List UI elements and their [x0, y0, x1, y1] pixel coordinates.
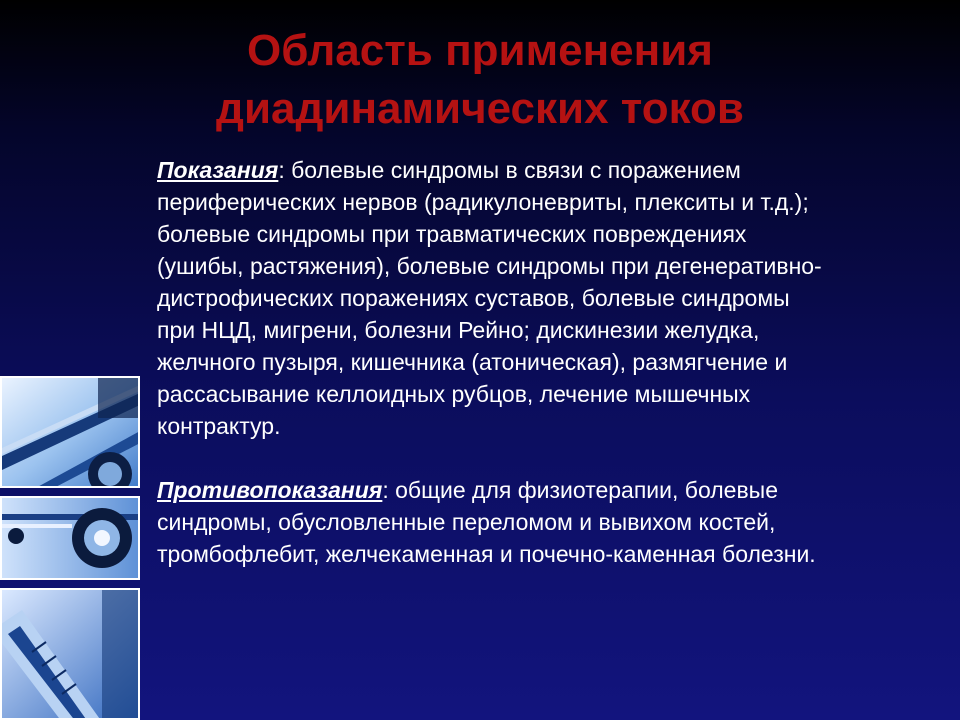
contraindications-line: тромбофлебит, желчекаменная и почечно-каменная болезни.	[157, 541, 816, 567]
indications-line: болевые синдромы при травматических повреждениях	[157, 221, 747, 247]
photo-strip	[0, 376, 140, 720]
title-line-1: Область применения	[247, 26, 713, 75]
title-line-2: диадинамических токов	[216, 84, 744, 133]
indications-line: периферических нервов (радикулоневриты, плекситы и т.д.);	[157, 189, 809, 215]
indications-line: контрактур.	[157, 413, 281, 439]
contraindications-term: Противопоказания	[157, 477, 383, 503]
slide-title	[120, 22, 840, 138]
contraindications-line: : общие для физиотерапии, болевые	[382, 477, 778, 503]
contraindications-paragraph	[157, 474, 947, 570]
indications-paragraph	[157, 154, 947, 442]
medical-instruments-photo	[0, 376, 140, 488]
stethoscope-photo	[0, 496, 140, 580]
indications-line: : болевые синдромы в связи с поражением	[278, 157, 741, 183]
indications-line: желчного пузыря, кишечника (атоническая), размягчение и	[157, 349, 788, 375]
indications-line: дистрофических поражениях суставов, болевые синдромы	[157, 285, 790, 311]
syringe-photo	[0, 588, 140, 720]
indications-line: рассасывание келлоидных рубцов, лечение мышечных	[157, 381, 751, 407]
indications-term: Показания	[157, 157, 279, 183]
slide-body	[157, 154, 947, 570]
contraindications-line: синдромы, обусловленные переломом и вывихом костей,	[157, 509, 776, 535]
indications-line: (ушибы, растяжения), болевые синдромы при дегенеративно-	[157, 253, 822, 279]
indications-line: при НЦД, мигрени, болезни Рейно; дискинезии желудка,	[157, 317, 760, 343]
